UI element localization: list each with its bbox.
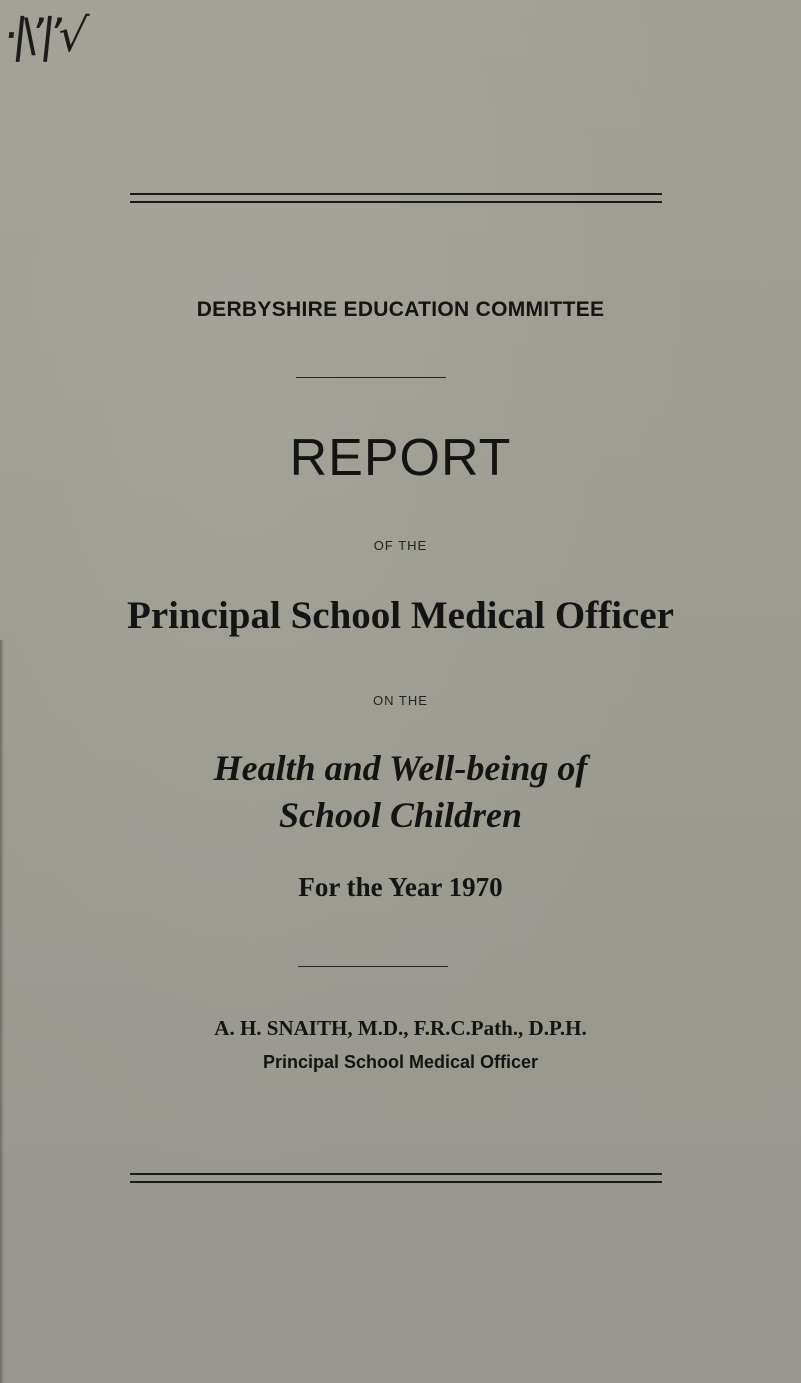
handwritten-mark: ·|\’|’√: [1, 8, 85, 62]
divider-lower: [298, 966, 448, 967]
on-the-label: ON THE: [373, 693, 428, 708]
bottom-double-rule: [130, 1173, 662, 1183]
subject-line-1: Health and Well-being of: [213, 748, 588, 788]
divider-upper: [296, 377, 446, 378]
officer-title: Principal School Medical Officer: [127, 594, 674, 637]
top-double-rule: [130, 193, 662, 203]
author-role: Principal School Medical Officer: [262, 1052, 539, 1072]
subject-line-2: School Children: [278, 795, 523, 835]
of-the-label: OF THE: [373, 538, 428, 553]
author-name: A. H. SNAITH, M.D., F.R.C.Path., D.P.H.: [214, 1016, 587, 1040]
report-year: For the Year 1970: [298, 872, 503, 902]
committee-heading: DERBYSHIRE EDUCATION COMMITTEE: [196, 298, 605, 321]
report-title: REPORT: [289, 429, 512, 487]
